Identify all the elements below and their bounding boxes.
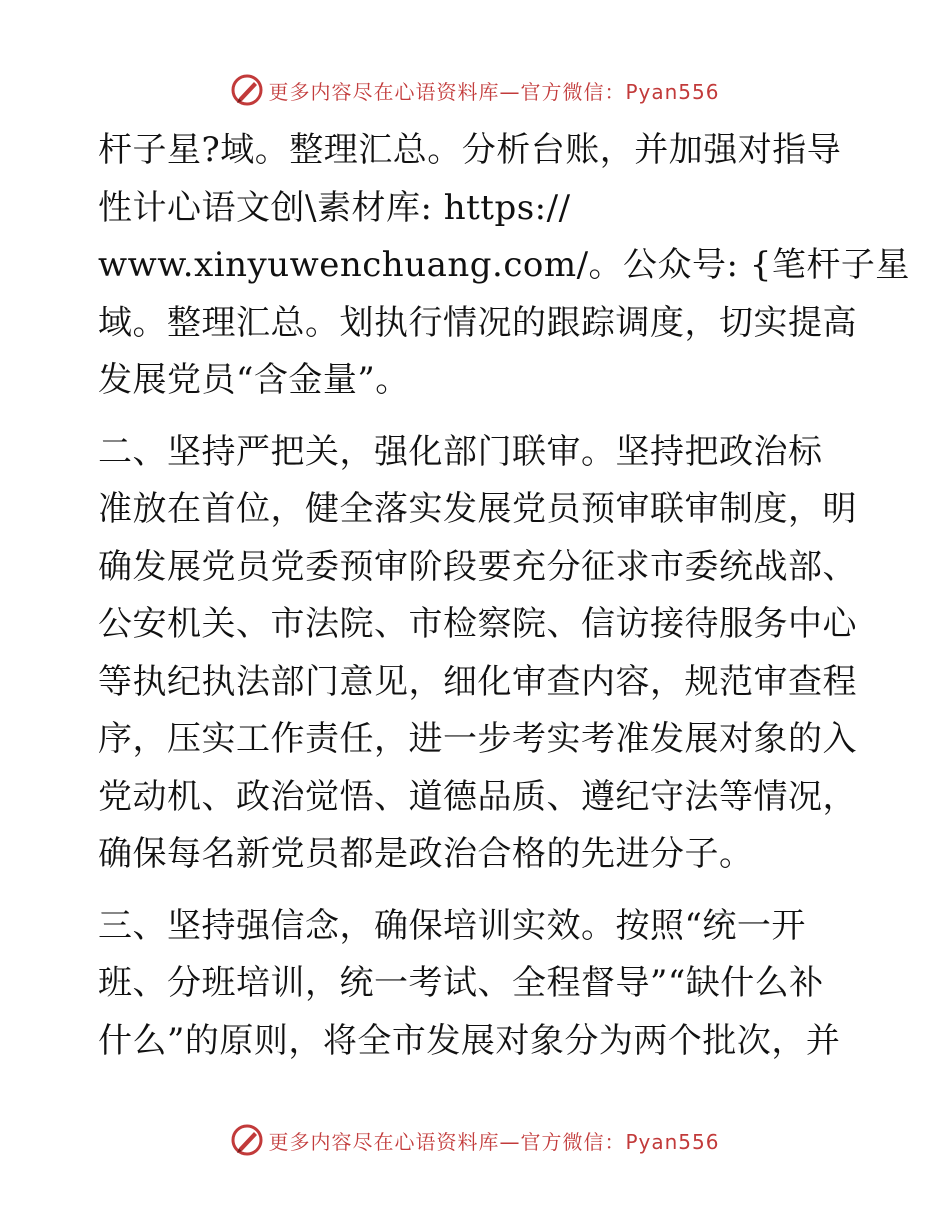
text-line: 公安机关、市法院、市检察院、信访接待服务中心	[98, 604, 857, 644]
text-line: 序，压实工作责任，进一步考实考准发展对象的入	[98, 719, 857, 759]
text-line: 发展党员“含金量”。	[98, 360, 410, 400]
paragraph-1	[98, 122, 910, 410]
text-line: 性计心语文创\素材库: https://	[98, 187, 571, 228]
header-banner	[0, 70, 950, 110]
paragraph-3	[98, 898, 858, 1071]
text-line: 党动机、政治觉悟、道德品质、遵纪守法等情况，	[98, 776, 857, 817]
text-line: 确保每名新党员都是政治合格的先进分子。	[98, 834, 754, 874]
text-line: 班、分班培训，统一考试、全程督导”“缺什么补	[98, 963, 824, 1003]
text-line: 杆子星?域。整理汇总。分析台账，并加强对指导	[98, 130, 842, 170]
text-line: 三、坚持强信念，确保培训实效。按照“统一开	[98, 905, 806, 946]
pen-logo-icon	[230, 73, 264, 107]
text-line: 什么”的原则，将全市发展对象分为两个批次，并	[98, 1020, 841, 1061]
text-line: 准放在首位，健全落实发展党员预审联审制度，明	[98, 489, 857, 529]
text-line: www.xinyuwenchuang.com/。公众号: {笔杆子星	[98, 245, 910, 285]
text-line: 域。整理汇总。划执行情况的跟踪调度，切实提高	[98, 302, 857, 343]
text-line: 二、坚持严把关，强化部门联审。坚持把政治标	[98, 431, 823, 472]
footer-banner	[0, 1120, 950, 1160]
header-banner-text: 更多内容尽在心语资料库—官方微信：Pyan556	[268, 79, 720, 104]
pen-logo-icon	[230, 1123, 264, 1157]
footer-banner-text: 更多内容尽在心语资料库—官方微信：Pyan556	[268, 1129, 720, 1154]
document-body	[98, 122, 910, 1070]
text-line: 确发展党员党委预审阶段要充分征求市委统战部、	[98, 546, 857, 587]
paragraph-2	[98, 424, 858, 884]
text-line: 等执纪执法部门意见，细化审查内容，规范审查程	[98, 661, 857, 702]
